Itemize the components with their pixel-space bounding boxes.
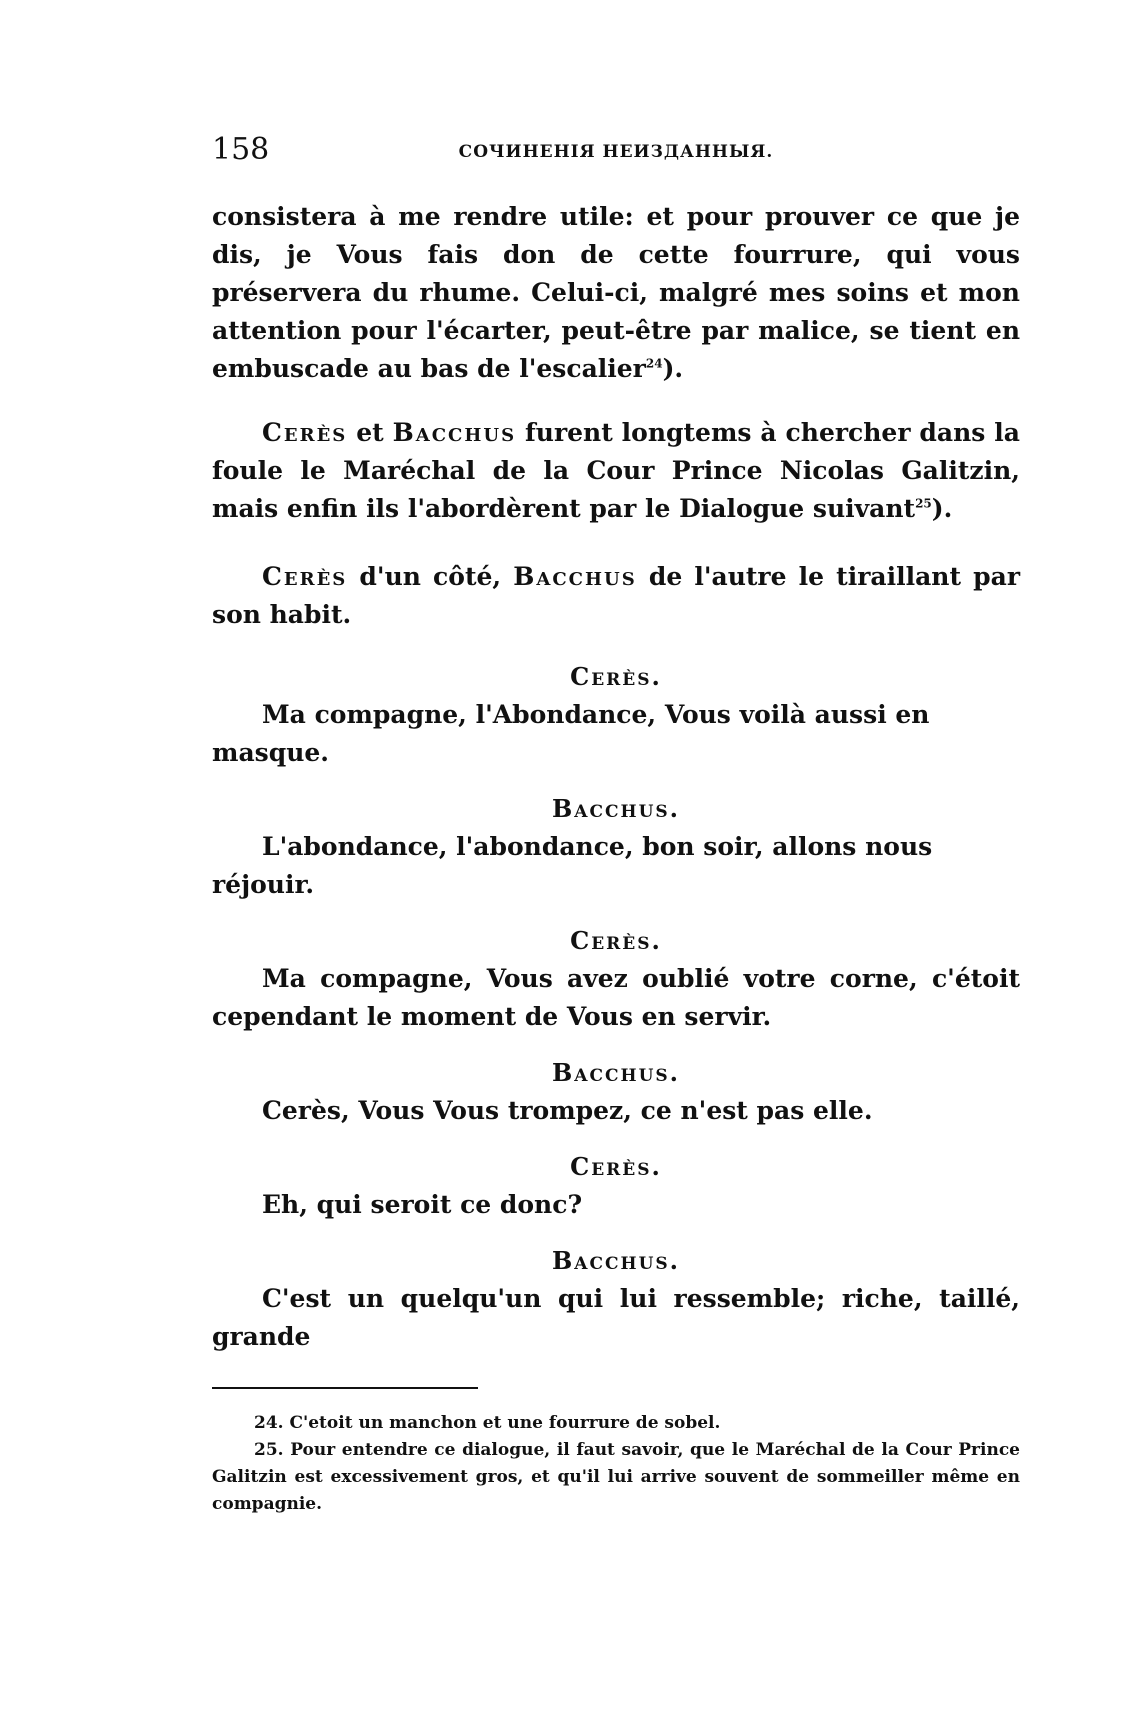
dialogue-block xyxy=(212,922,1020,1036)
paragraph-closing: ). xyxy=(931,494,953,523)
connector-text: et xyxy=(347,418,393,447)
connector-text: d'un côté, xyxy=(347,562,514,591)
footnotes xyxy=(212,1410,1020,1518)
speaker-name: Bacchus. xyxy=(551,1058,681,1087)
paragraph-closing: ). xyxy=(662,354,684,383)
dialogue-block xyxy=(212,1148,1020,1224)
speaker-name: Cerès. xyxy=(570,926,662,955)
paragraph-search xyxy=(212,414,1020,528)
body-text xyxy=(212,198,1020,1356)
dialogue-block xyxy=(212,790,1020,904)
footnote-divider xyxy=(212,1387,478,1389)
stage-direction xyxy=(212,558,1020,634)
paragraph-text: consistera à me rendre utile: et pour prouver ce que je dis, je Vous fais don de cette fourrure, qui vous préservera du rhume. Celui-ci, malgré mes soins et mon attention pour l'écarter, peut-être par malice, se tient en embuscade au bas de l'escalier xyxy=(212,202,1020,383)
character-name: Cerès xyxy=(262,418,348,447)
speaker-name: Cerès. xyxy=(570,1152,662,1181)
character-name: Bacchus xyxy=(513,562,637,591)
footnote-ref-24: 24 xyxy=(645,356,663,371)
speaker-name: Cerès. xyxy=(570,662,662,691)
character-name: Cerès xyxy=(262,562,348,591)
dialogue-line: C'est un quelqu'un qui lui ressemble; riche, taillé, grande xyxy=(212,1284,1020,1351)
paragraph-text: furent longtems à chercher dans la foule le Maréchal de la Cour Prince Nicolas Galitzin, mais enfin ils l'abordèrent par le Dialogue suivant xyxy=(212,418,1020,523)
dialogue-line: Ma compagne, Vous avez oublié votre corne, c'étoit cependant le moment de Vous en servir. xyxy=(212,964,1020,1031)
dialogue-line: Cerès, Vous Vous trompez, ce n'est pas elle. xyxy=(262,1096,873,1125)
footnote: 25. Pour entendre ce dialogue, il faut savoir, que le Maréchal de la Cour Prince Galitzin est excessivement gros, et qu'il lui arrive souvent de sommeiller même en compagnie. xyxy=(212,1440,1020,1514)
dialogue-block xyxy=(212,1242,1020,1356)
running-title: СОЧИНЕНІЯ НЕИЗДАННЫЯ. xyxy=(458,142,774,162)
speaker-name: Bacchus. xyxy=(551,1246,681,1275)
speaker-name: Bacchus. xyxy=(551,794,681,823)
dialogue-block xyxy=(212,1054,1020,1130)
page-number: 158 xyxy=(212,132,270,167)
dialogue-line: L'abondance, l'abondance, bon soir, allons nous réjouir. xyxy=(212,832,933,899)
character-name: Bacchus xyxy=(392,418,517,447)
stage-direction-text: de l'autre le tiraillant par son habit. xyxy=(212,562,1020,629)
footnote: 24. C'etoit un manchon et une fourrure de sobel. xyxy=(254,1413,721,1433)
paragraph-continuation xyxy=(212,198,1020,388)
dialogue-block xyxy=(212,658,1020,772)
page-header xyxy=(212,132,1020,172)
footnote-ref-25: 25 xyxy=(915,496,932,511)
dialogue-line: Ma compagne, l'Abondance, Vous voilà aussi en masque. xyxy=(212,700,930,767)
dialogue-line: Eh, qui seroit ce donc? xyxy=(262,1190,583,1219)
